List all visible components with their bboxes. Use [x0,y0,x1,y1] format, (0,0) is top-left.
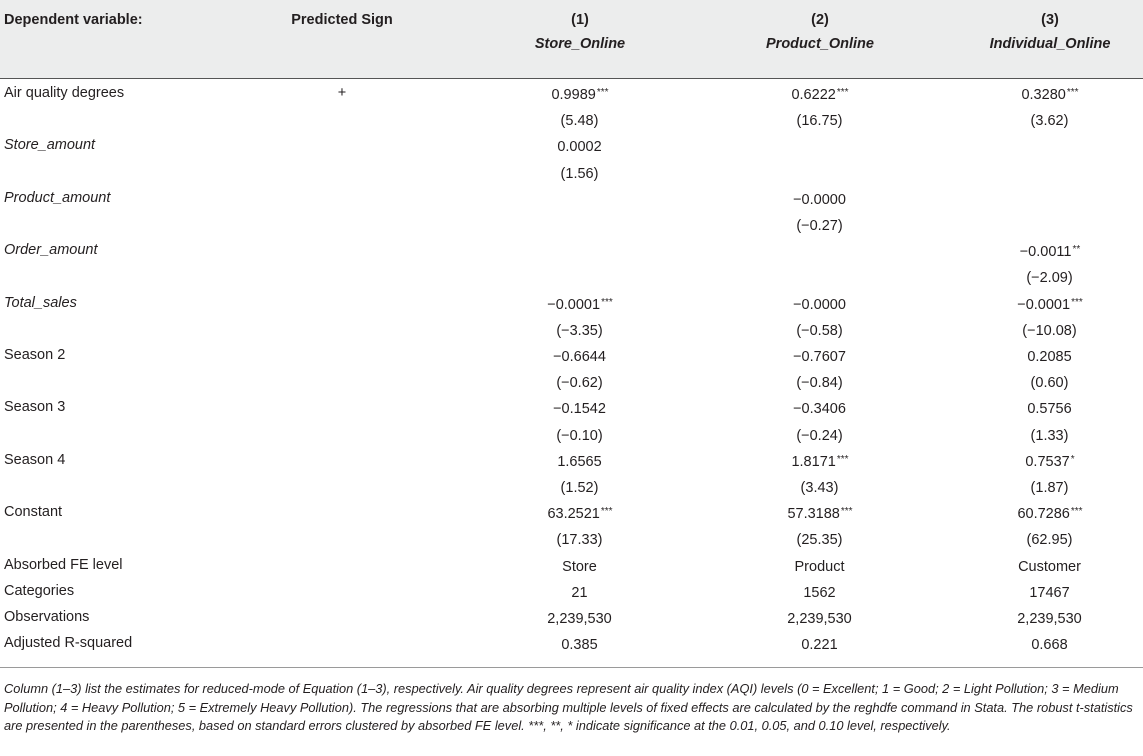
row-label: Air quality degrees [4,85,125,101]
value-cell [720,263,920,291]
value-cell [950,368,1143,396]
column-name: Store_Online [534,36,626,52]
value-cell [950,159,1143,187]
cell-value: 0.7537 [1025,453,1070,470]
value-cell [480,185,680,213]
value-cell [720,499,920,527]
significance-stars: * [1070,453,1075,465]
table-row [0,421,1143,447]
table-row [0,394,1143,420]
row-label: Season 2 [4,347,66,363]
header-rule [0,78,1143,79]
cell-value: (−3.35) [556,322,603,339]
value-cell [950,342,1143,370]
cell-value: 0.9989 [551,87,596,103]
cell-value: 63.2521 [547,506,600,523]
column-name: Product_Online [766,36,874,52]
table-header [0,0,1143,78]
cell-value: 1.8171 [791,453,836,470]
value-cell [720,604,920,632]
cell-value: (−2.09) [1026,270,1073,287]
value-cell [720,159,920,187]
value-cell [720,106,920,134]
table-row [0,630,1143,656]
cell-value: −0.3406 [793,401,846,418]
table-row [0,368,1143,394]
value-cell [480,132,680,160]
table-row [0,604,1143,630]
value-cell [950,290,1143,318]
value-cell [720,290,920,318]
cell-value: (−0.27) [796,218,843,234]
value-cell [720,473,920,501]
table-row [0,552,1143,578]
value-cell [480,263,680,291]
value-cell [950,604,1143,632]
value-cell [720,394,920,422]
cell-value: 0.385 [561,637,598,654]
table-row [0,342,1143,368]
table-row [0,106,1143,132]
cell-value: (−0.58) [796,322,843,339]
cell-value: 1562 [803,584,836,601]
value-cell [480,421,680,449]
table-row [0,499,1143,525]
significance-stars: *** [1071,296,1083,308]
value-cell [720,368,920,396]
value-cell [480,552,680,580]
table-row [0,185,1143,211]
value-cell [480,342,680,370]
cell-value: −0.6644 [553,349,606,365]
value-cell [480,499,680,527]
column-header-1 [480,8,680,56]
cell-value: −0.0001 [1017,296,1071,313]
value-cell [950,263,1143,291]
row-label: Product_amount [4,189,111,206]
value-cell [950,237,1143,265]
table-row [0,211,1143,237]
cell-value: (3.43) [800,480,839,496]
significance-stars: *** [836,87,849,98]
row-label: Order_amount [4,242,98,259]
significance-stars: *** [596,87,609,98]
value-cell [950,630,1143,658]
value-cell [480,237,680,265]
value-cell [950,525,1143,553]
dep-var-header: Dependent variable: [4,12,143,28]
predicted-sign: + [337,85,347,101]
cell-value: 17467 [1029,584,1070,601]
value-cell [950,552,1143,580]
column-name: Individual_Online [989,36,1111,52]
cell-value: 1.6565 [557,453,602,470]
row-label: Season 3 [4,399,66,416]
row-label: Categories [4,582,75,599]
cell-value: (−0.24) [796,427,843,444]
table-row [0,159,1143,185]
row-label: Constant [4,504,63,521]
cell-value: −0.0011 [1019,244,1072,261]
value-cell [950,447,1143,475]
column-number: (2) [811,12,829,28]
value-cell [720,421,920,449]
value-cell [480,447,680,475]
row-label: Absorbed FE level [4,556,123,573]
cell-value: 0.668 [1031,637,1068,654]
value-cell [480,106,680,134]
cell-value: (16.75) [796,113,843,130]
significance-stars: *** [1070,506,1083,518]
predicted-sign-header: Predicted Sign [291,12,393,28]
cell-value: 0.0002 [557,139,602,156]
cell-value: (25.35) [796,532,843,549]
value-cell [720,237,920,265]
value-cell [720,525,920,553]
value-cell [480,316,680,344]
value-cell [950,578,1143,606]
cell-value: (−0.62) [556,375,603,392]
row-label: Store_amount [4,137,96,154]
table-row [0,237,1143,263]
column-number: (3) [1041,12,1059,28]
cell-value: (17.33) [556,532,603,549]
cell-value: 0.3280 [1021,87,1066,103]
value-cell [720,552,920,580]
cell-value: (3.62) [1030,113,1069,130]
cell-value: (−0.10) [556,427,603,444]
cell-value: (5.48) [560,113,599,130]
value-cell [720,316,920,344]
table-footnote: Column (1–3) list the estimates for reduced-mode of Equation (1–3), respectively. Air quality degrees represent air quality index (AQI) levels (0 = Excellent; 1 = Good; 2 = Light Pollution; 3 = Medium Pollution; 4 = Heavy Pollution; 5 = Extremely Heavy Pollution). The regressions that are absorbing multiple levels of fixed effects are calculated by the reghdfe command in Stata. The robust t-statistics are presented in the parentheses, based on standard errors clustered by absorbed FE level. ***, **, * indicate significance at the 0.01, 0.05, and 0.10 level, respectively. [4,681,1133,733]
cell-value: (1.87) [1030,480,1069,496]
value-cell [480,578,680,606]
cell-value: Product [794,558,845,575]
value-cell [480,211,680,239]
cell-value: (−10.08) [1022,322,1077,339]
cell-value: 0.5756 [1027,401,1072,418]
table-row [0,132,1143,158]
value-cell [950,499,1143,527]
value-cell [480,394,680,422]
value-cell [720,211,920,239]
cell-value: (−0.84) [796,375,843,392]
row-label: Observations [4,609,90,625]
table-row [0,263,1143,289]
value-cell [480,473,680,501]
value-cell [720,185,920,213]
column-number: (1) [571,12,589,28]
table-row [0,290,1143,316]
table-row [0,447,1143,473]
value-cell [720,447,920,475]
significance-stars: *** [600,506,613,518]
cell-value: Store [562,558,597,575]
value-cell [950,316,1143,344]
bottom-rule [0,667,1143,668]
cell-value: (1.56) [560,165,599,182]
cell-value: 57.3188 [787,506,840,523]
cell-value: 0.221 [801,637,838,654]
cell-value: (1.52) [560,480,599,496]
significance-stars: ** [1072,244,1081,256]
value-cell [720,342,920,370]
cell-value: 2,239,530 [1017,611,1082,627]
value-cell [480,80,680,108]
column-header-3 [950,8,1143,56]
cell-value: Customer [1018,558,1081,575]
cell-value: (1.33) [1030,427,1069,444]
cell-value: 21 [571,584,588,601]
value-cell [720,630,920,658]
table-row [0,525,1143,551]
value-cell [950,106,1143,134]
value-cell [950,421,1143,449]
table-row [0,316,1143,342]
value-cell [950,132,1143,160]
cell-value: −0.0001 [547,296,601,313]
cell-value: −0.7607 [793,349,846,365]
cell-value: (0.60) [1030,375,1069,392]
table-row [0,80,1143,106]
cell-value: 0.6222 [791,87,836,103]
value-cell [950,394,1143,422]
significance-stars: *** [1066,87,1079,98]
row-label: Season 4 [4,451,66,468]
cell-value: −0.1542 [553,401,606,418]
column-header-2 [720,8,920,56]
cell-value: (62.95) [1026,532,1073,549]
cell-value: 2,239,530 [547,611,612,627]
value-cell [720,578,920,606]
value-cell [480,368,680,396]
cell-value: 2,239,530 [787,611,852,627]
value-cell [720,80,920,108]
cell-value: −0.0000 [793,296,846,313]
cell-value: 60.7286 [1017,506,1070,523]
value-cell [480,604,680,632]
significance-stars: *** [840,506,853,518]
cell-value: −0.0000 [793,191,846,208]
value-cell [950,185,1143,213]
table-row [0,473,1143,499]
significance-stars: *** [836,453,849,465]
value-cell [480,525,680,553]
cell-value: 0.2085 [1027,349,1072,365]
value-cell [480,290,680,318]
row-label: Adjusted R-squared [4,635,133,652]
value-cell [950,80,1143,108]
value-cell [950,211,1143,239]
value-cell [950,473,1143,501]
value-cell [480,159,680,187]
table-row [0,578,1143,604]
significance-stars: *** [601,296,613,308]
value-cell [480,630,680,658]
value-cell [720,132,920,160]
row-label: Total_sales [4,294,77,311]
